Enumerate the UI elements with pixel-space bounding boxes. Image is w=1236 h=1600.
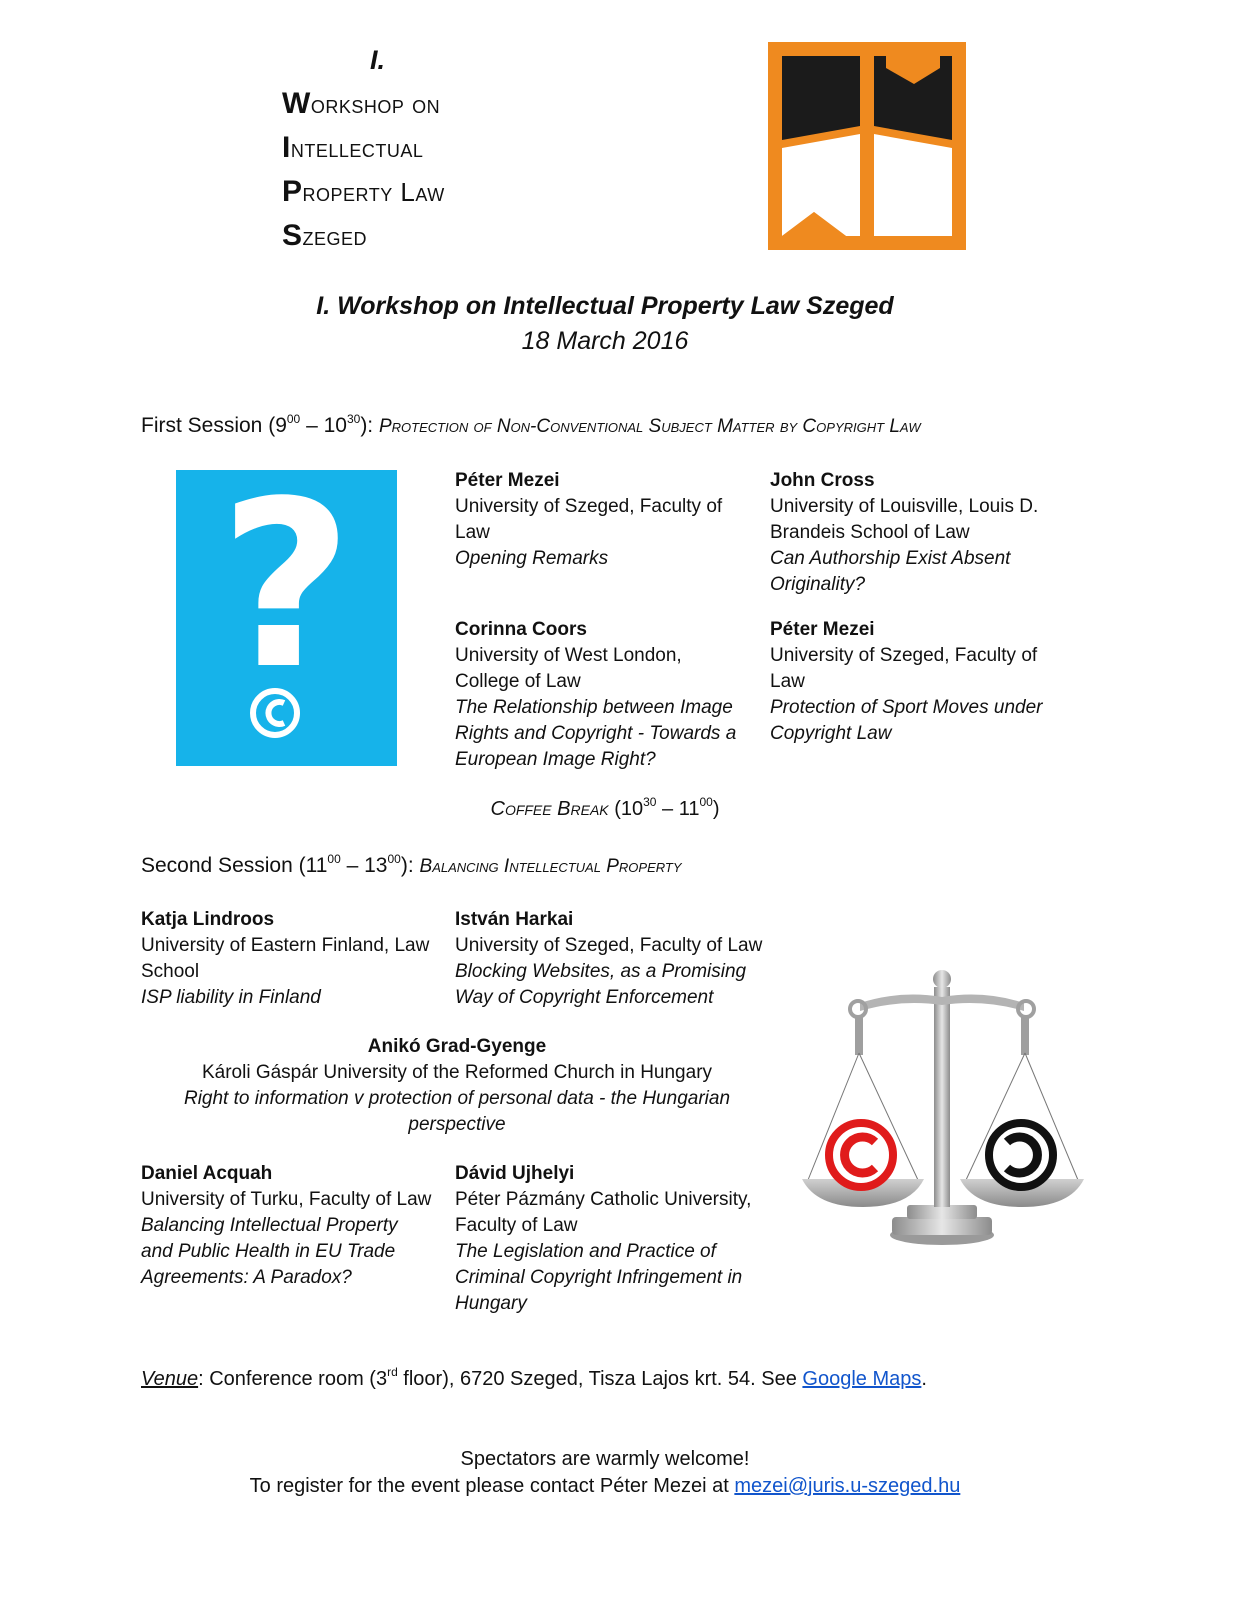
speaker-name: Corinna Coors [455,619,587,640]
workshop-title-block [282,82,445,258]
talk-block [455,1161,751,1317]
talk-title: Balancing Intellectual Property [141,1215,398,1236]
speaker-name: Katja Lindroos [141,909,275,930]
talk-title: Can Authorship Exist Absent [770,548,1011,569]
event-title: I. Workshop on Intellectual Property Law Szeged [316,292,894,320]
talk-title: Agreements: A Paradox? [141,1267,352,1288]
event-date: 18 March 2016 [521,327,689,355]
register-text: To register for the event please contact Péter Mezei at mezei@juris.u-szeged.hu [249,1475,961,1497]
workshop-logo [768,42,966,250]
talk-title: ISP liability in Finland [141,987,321,1008]
talk-block [770,617,1042,747]
title-line: Intellectual [282,131,424,164]
title-line: Workshop on [282,87,441,120]
affiliation: Law [455,522,490,543]
talk-title: European Image Right? [455,749,656,770]
talk-title: Way of Copyright Enforcement [455,987,714,1008]
talk-block [455,617,736,773]
title-line: Szeged [282,219,368,252]
session-2-heading: Second Session $(11^{00} - 13^{00})$: Balancing Intellectual Property [141,852,682,877]
talk-block [141,1161,431,1291]
speaker-name: István Harkai [455,909,574,930]
affiliation: Brandeis School of Law [770,522,970,543]
talk-title: Right to information v protection of personal data - the Hungarian [183,1088,731,1109]
speaker-name: Dávid Ujhelyi [455,1163,575,1184]
speaker-name: Anikó Grad-Gyenge [367,1036,547,1057]
email-link[interactable]: mezei@juris.u-szeged.hu [734,1475,961,1497]
talk-block [455,907,762,1011]
affiliation: Péter Pázmány Catholic University, [455,1189,752,1210]
svg-text:?: ? [219,470,353,720]
affiliation: University of Eastern Finland, Law [141,935,430,956]
roman-numeral: I. [370,45,386,75]
copyright-icon [829,1123,893,1187]
session-1-topic: Protection of Non-Conventional Subject Matter by Copyright Law [378,416,921,437]
affiliation: University of Louisville, Louis D. [770,496,1039,517]
talk-title: Originality? [770,574,866,595]
talk-title: Copyright Law [770,723,892,744]
talk-title: Hungary [455,1293,527,1314]
speaker-name: Péter Mezei [455,470,560,491]
affiliation: School [141,961,200,982]
affiliation: College of Law [455,671,581,692]
venue-line: Venue: Conference room (3rd floor), 6720 Szeged, Tisza Lajos krt. 54. See Google Maps. [141,1365,927,1390]
talk-block [141,907,429,1011]
question-copyright-image [176,470,397,766]
talk-title: The Relationship between Image [455,697,733,718]
venue-label: Venue [141,1368,199,1390]
talk-title: Blocking Websites, as a Promising [455,961,747,982]
speaker-name: John Cross [770,470,875,491]
copyleft-icon [989,1123,1053,1187]
affiliation: Károli Gáspár University of the Reformed Church in Hungary [201,1062,713,1083]
talk-title: perspective [408,1114,506,1135]
talk-title: Opening Remarks [455,548,609,569]
talk-title: Rights and Copyright - Towards a [455,723,737,744]
talk-title: The Legislation and Practice of [455,1241,716,1262]
talk-title: Protection of Sport Moves under [770,697,1043,718]
talk-block [455,468,722,572]
speaker-name: Daniel Acquah [141,1163,273,1184]
scales-image [800,965,1085,1250]
title-line: Property Law [282,175,445,208]
talk-block [770,468,1038,598]
talk-title: Criminal Copyright Infringement in [455,1267,743,1288]
affiliation: University of West London, [455,645,682,666]
speaker-name: Péter Mezei [770,619,875,640]
affiliation: University of Szeged, Faculty of [770,645,1038,666]
affiliation: University of Szeged, Faculty of [455,496,723,517]
google-maps-link[interactable]: Google Maps [802,1368,922,1390]
session-2-topic: Balancing Intellectual Property [419,856,682,877]
talk-block [141,1034,773,1138]
affiliation: University of Turku, Faculty of Law [141,1189,432,1210]
session-1-heading: First Session $(9^{00} - 10^{30})$: Protection of Non-Conventional Subject Matter by Copyright Law [141,412,921,437]
welcome-text: Spectators are warmly welcome! [460,1448,750,1470]
coffee-break: Coffee Break $(10^{30} - 11^{00})$ [490,795,720,820]
affiliation: University of Szeged, Faculty of Law [455,935,763,956]
affiliation: Law [770,671,805,692]
affiliation: Faculty of Law [455,1215,578,1236]
talk-title: and Public Health in EU Trade [141,1241,396,1262]
